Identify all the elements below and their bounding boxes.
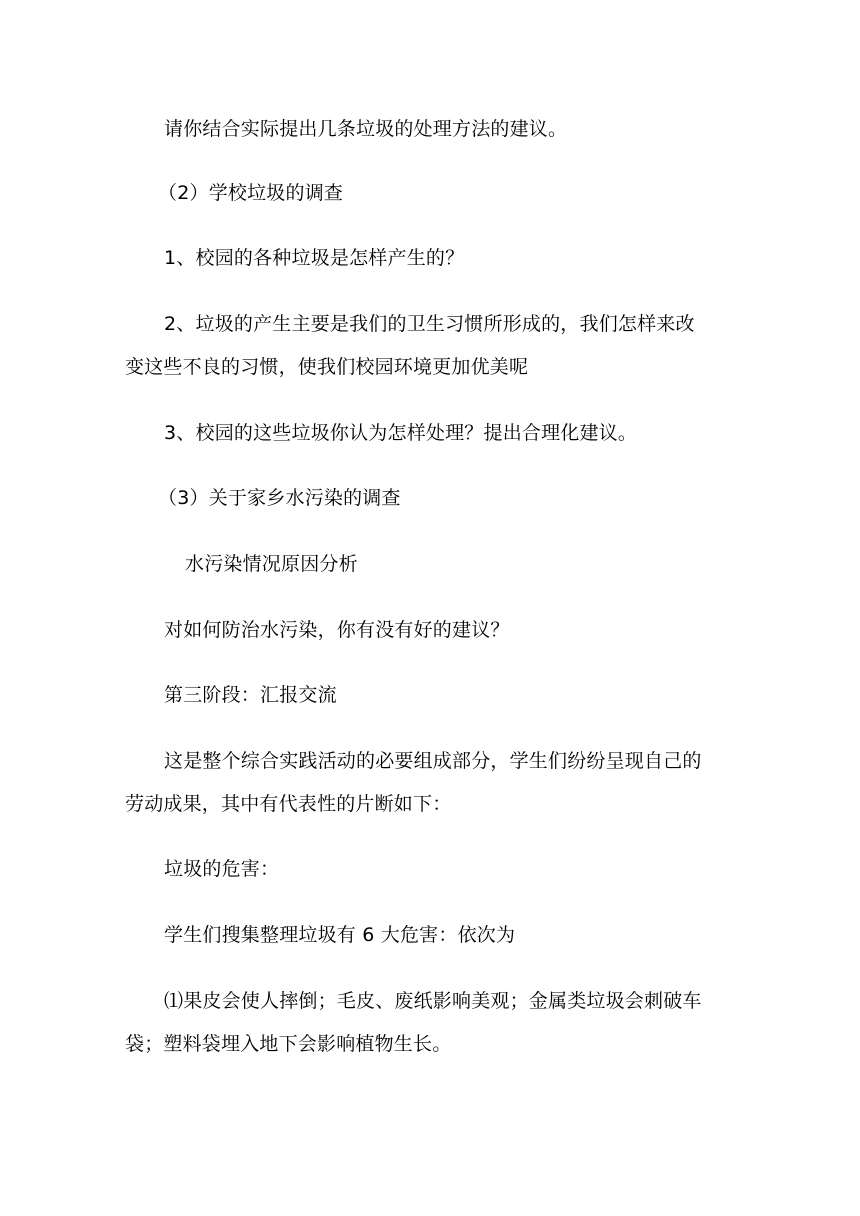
- paragraph-report-line-1: 这是整个综合实践活动的必要组成部分，学生们纷纷呈现自己的: [164, 750, 702, 772]
- section-heading-water-pollution: （3）关于家乡水污染的调查: [158, 487, 401, 509]
- question-3: 3、校园的这些垃圾你认为怎样处理？提出合理化建议。: [164, 422, 638, 444]
- hazard-item-1-line-2: 袋；塑料袋埋入地下会影响植物生长。: [125, 1033, 452, 1055]
- stage-three-heading: 第三阶段：汇报交流: [164, 684, 337, 706]
- paragraph-prevention-question: 对如何防治水污染，你有没有好的建议？: [164, 619, 510, 641]
- question-2-line-1: 2、垃圾的产生主要是我们的卫生习惯所形成的，我们怎样来改: [164, 313, 695, 335]
- paragraph-suggestion-prompt: 请你结合实际提出几条垃圾的处理方法的建议。: [164, 118, 568, 140]
- question-1: 1、校园的各种垃圾是怎样产生的？: [164, 247, 465, 269]
- subheading-cause-analysis: 水污染情况原因分析: [185, 553, 358, 575]
- paragraph-report-line-2: 劳动成果，其中有代表性的片断如下：: [125, 793, 452, 815]
- section-heading-school-waste: （2）学校垃圾的调查: [158, 182, 344, 204]
- heading-waste-hazards: 垃圾的危害：: [164, 858, 280, 880]
- hazard-item-1-line-1: ⑴果皮会使人摔倒；毛皮、废纸影响美观；金属类垃圾会刺破车: [164, 990, 702, 1012]
- question-2-line-2: 变这些不良的习惯，使我们校园环境更加优美呢: [125, 356, 529, 378]
- paragraph-six-hazards: 学生们搜集整理垃圾有 6 大危害：依次为: [164, 924, 516, 946]
